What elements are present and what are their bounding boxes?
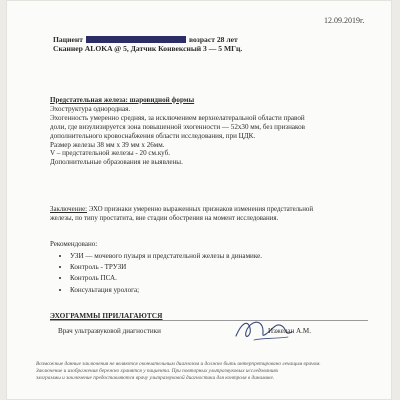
findings-line: Размер железы 38 мм х 39 мм х 26мм.: [50, 140, 165, 149]
recommendation-item: • Контроль ПСА.: [70, 273, 262, 284]
findings-line: V – предстательной железы - 20 см.куб.: [50, 149, 171, 158]
disclaimer-line: эхограммы и заключение предоставляются врачу ультразвуковой диагностики для контроля в динамике.: [36, 375, 275, 382]
findings-heading: Предстательная железа: шаровидной формы: [50, 96, 195, 104]
report-date: 12.09.2019г.: [324, 16, 365, 25]
conclusion-label: Заключение:: [50, 206, 88, 213]
findings-line: дополнительного кровоснабжения области исследования, при ЦДК.: [50, 131, 256, 140]
conclusion-section: [50, 206, 368, 224]
conclusion-text-2: железы, по типу простатита, вне стадии обострения на момент исследования.: [50, 214, 279, 222]
patient-label: Пациент: [53, 35, 83, 44]
conclusion-text-1: ЭХО признаки умеренно выраженных признаков изменения предстательной: [87, 206, 314, 213]
patient-name-redaction: [86, 36, 186, 43]
scanner-info: Сканнер ALOKA @ 5, Датчик Конвексный 3 — 5 МГц.: [53, 44, 243, 53]
disclaimer: [36, 361, 366, 383]
disclaimer-line: Возможные данные заключения не являются окончательным диагнозом и должно быть интерпретировано лечащим врачом.: [36, 361, 321, 367]
findings-line: Эхоструктура однородная.: [50, 104, 131, 113]
age-label: возраст: [188, 35, 215, 44]
signature-divider: [50, 320, 368, 321]
recommendation-item: • УЗИ — мочевого пузыря и предстательной железы в динамике.: [70, 251, 262, 262]
recommendation-item: • Контроль - ТРУЗИ: [70, 262, 262, 273]
report-page: [6, 0, 392, 400]
recommendation-item: • Консультация уролога;: [70, 285, 262, 296]
age-value: 28 лет: [216, 35, 238, 44]
recommendations-title: Рекомендовано:: [50, 240, 98, 248]
patient-row: [53, 35, 238, 44]
doctor-title: Врач ультразвуковой диагностики: [58, 327, 161, 335]
recommendations-list: [58, 251, 262, 296]
findings-line: Эхогенность умеренно средняя, за исключением верхнелатеральной области правой: [50, 113, 305, 122]
disclaimer-line: Заключение и изображения бережно хранятся у пациента. При повторных ультразвуковых исследованиях: [36, 368, 279, 375]
echograms-attached-label: ЭХОГРАММЫ ПРИЛАГАЮТСЯ: [50, 311, 163, 320]
findings-line: доли, где визулизируется зона повышенной эхогенности — 52х30 мм, без признаков: [50, 122, 306, 131]
findings-section: [50, 96, 368, 167]
findings-line: Дополнительные образования не выявлены.: [50, 158, 183, 167]
doctor-name: Изжелан А.М.: [268, 327, 311, 335]
